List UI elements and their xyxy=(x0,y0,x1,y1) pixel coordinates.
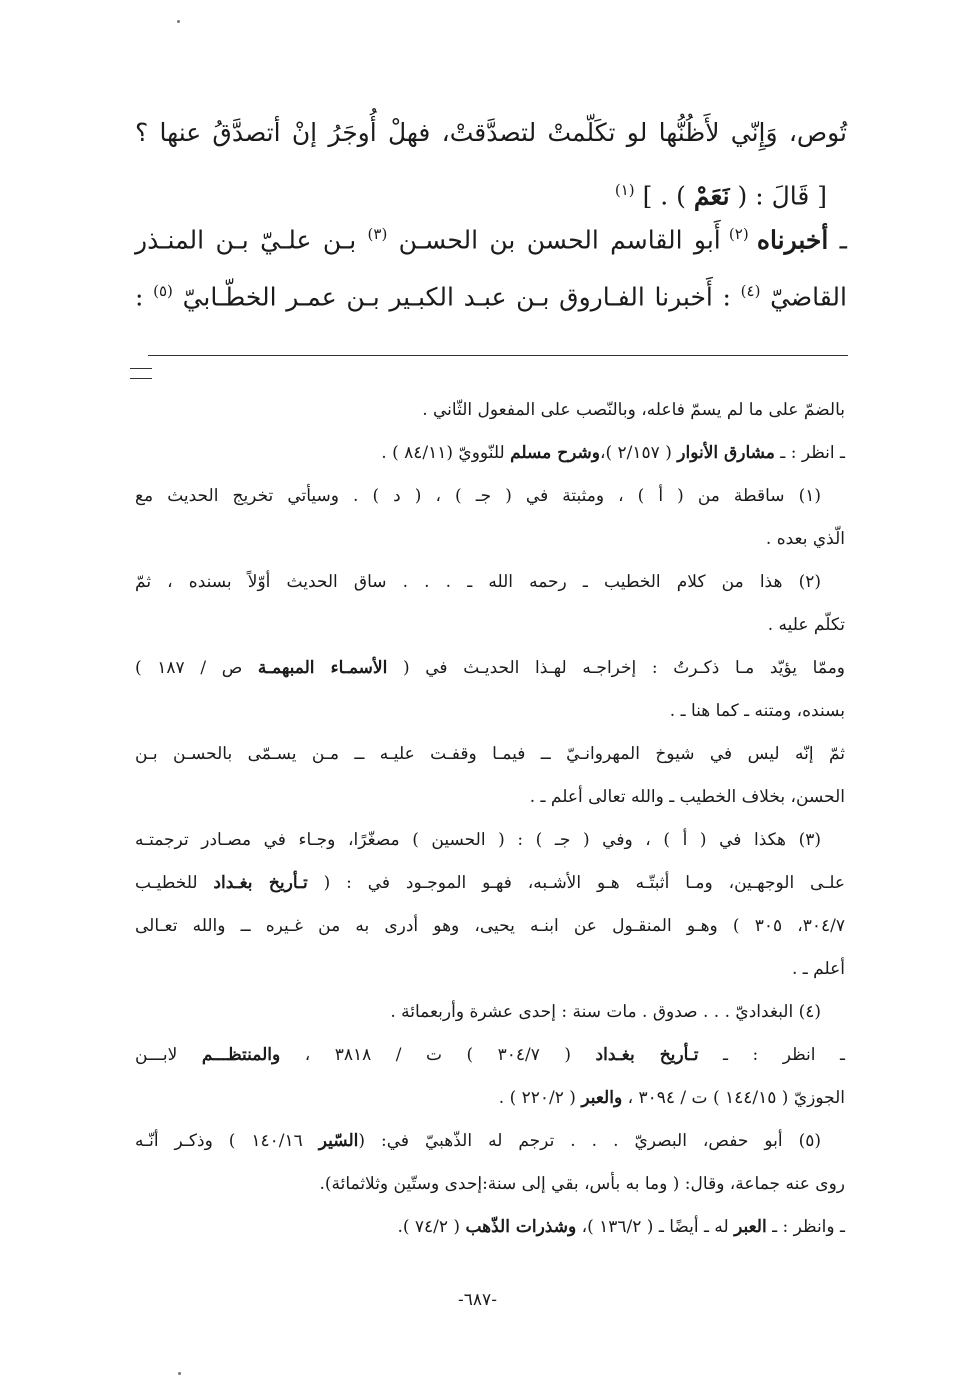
text-span: وممّا يؤيّد مـا ذكـرتُ : إخراجـه لهـذا الحديـث في ( xyxy=(387,658,846,678)
text-span: بـن علـيّ بـن المنـذر xyxy=(135,225,368,255)
footnote-line: روى عنه جماعة، وقال: ( وما به بأس، بقي إلى سنة:إحدى وستّين وثلاثمائة). xyxy=(319,1174,845,1194)
footnote-line: (١) ساقطة من ( أ ) ، ومثبتة في ( جـ ) ، ( د ) . وسيأتي تخريج الحديث مع xyxy=(135,486,821,506)
main-line xyxy=(135,175,847,211)
source-title: وشرح مسلم xyxy=(510,443,601,463)
source-title: وشذرات الذّهب xyxy=(465,1217,577,1237)
footnote-line: ثمّ إنّه ليس في شيوخ المهروانـيّ ــ فيمـا وقفـت عليـه ــ مـن يسـمّى بالحسـن بـن xyxy=(135,744,845,764)
main-line xyxy=(135,219,847,255)
main-line xyxy=(135,276,847,312)
text-span: القاضيّ xyxy=(760,282,847,312)
footnote-line: (٣) هكذا في ( أ ) ، وفي ( جـ ) : ( الحسين ) مصغّرًا، وجـاء في مصـادر ترجمتـه xyxy=(135,830,821,850)
source-title: والعبر xyxy=(581,1088,623,1108)
footnote-line: ٣٠٤/٧، ٣٠٥ ) وهـو المنقـول عن ابنـه يحيى، وهو أدرى به من غـيره ــ والله تعـالى xyxy=(135,916,845,936)
page-number: -٦٨٧- xyxy=(458,1290,497,1310)
footnote-line: الحسن، بخلاف الخطيب ـ والله تعالى أعلم ـ . xyxy=(529,787,845,807)
footnote-line: بسنده، ومتنه ـ كما هنا ـ . xyxy=(669,701,845,721)
footnote-line: الّذي بعده . xyxy=(765,529,845,549)
text-span: ) . ] xyxy=(634,181,694,211)
text-span: : xyxy=(135,282,154,312)
text-span: (٥) أبو حفص، البصريّ . . . ترجم له الذّهبيّ في: ( xyxy=(358,1131,821,1151)
footnote-line: (٤) البغداديّ . . . صدوق . مات سنة : إحدى عشرة وأربعمائة . xyxy=(390,1002,821,1022)
footnote-line xyxy=(135,1043,845,1067)
text-span: علـى الوجهـين، ومـا أثبتّـه هـو الأشـبه، فهـو الموجـود في : ( xyxy=(307,873,845,893)
source-title: تـأريخ بغـداد xyxy=(213,873,308,893)
text-span: ١٤٠/١٦ ) وذكـر أنّـه xyxy=(135,1131,319,1151)
footnotes xyxy=(135,398,845,1258)
footnote-line xyxy=(135,1129,845,1153)
text-span: للخطيـب xyxy=(135,873,214,893)
text-span: لابـــن xyxy=(135,1045,202,1065)
source-title: تـأريخ بغـداد xyxy=(595,1045,699,1065)
footnote-ref: (١) xyxy=(614,181,635,199)
text-span: ( ٧٤/٢ ). xyxy=(397,1217,466,1237)
footnote-line: تكلّم عليه . xyxy=(767,615,845,635)
footnote-ref: (٣) xyxy=(367,225,388,243)
source-title: والمنتظـــم xyxy=(201,1045,281,1065)
main-text xyxy=(135,118,847,333)
footnote-line xyxy=(135,871,845,895)
footnote-ref: (٤) xyxy=(740,282,761,300)
footnote-line: (٢) هذا من كلام الخطيب ـ رحمه الله ـ . . . ساق الحديث أوّلاً بسنده ، ثمّ xyxy=(135,572,821,592)
text-span: ـ xyxy=(828,225,847,255)
source-title: العبر xyxy=(734,1217,767,1237)
prophet-reply: نَعَمْ xyxy=(693,181,730,211)
footnote-line xyxy=(135,441,845,465)
continuation-mark xyxy=(130,368,152,379)
footnote-line xyxy=(135,656,845,680)
text-span: ( ٢/١٥٧ )، xyxy=(600,443,678,463)
text-span: [ قَالَ : ( xyxy=(729,181,827,211)
text-span: ـ انظر : ـ xyxy=(774,443,845,463)
footnote-separator xyxy=(148,355,848,356)
text-span: ( ٣٠٤/٧ ) ت / ٣٨١٨ ، xyxy=(280,1045,596,1065)
text-span: ص / ١٨٧ ) xyxy=(135,658,258,678)
footnote-ref: (٢) xyxy=(720,225,757,243)
source-title: الأسمـاء المبهمـة xyxy=(257,658,388,678)
footnote-line: أعلم ـ . xyxy=(791,959,845,979)
footnote-line: بالضمّ على ما لم يسمّ فاعله، وبالنّصب على المفعول الثّاني . xyxy=(422,400,845,420)
text-span: تُوص، وَإِنّي لأَظُنُّها لو تكَلّمتْ لتصدَّقتْ، فهلْ أُوجَرُ إنْ أتصدَّقُ عنها ؟ xyxy=(135,118,847,147)
text-span: ( ٢٢٠/٢ ) . xyxy=(498,1088,582,1108)
text-span: للنّوويّ (٨٤/١١ ) . xyxy=(381,443,511,463)
scan-speck xyxy=(177,20,180,23)
main-line xyxy=(135,118,847,148)
text-span: الجوزيّ ( ١٤٤/١٥ ) ت / ٣٠٩٤ ، xyxy=(622,1088,845,1108)
footnote-line xyxy=(135,1215,845,1239)
text-span: : أَخبرنا الفـاروق بـن عبـد الكبـير بـن عمـر الخطّـابيّ xyxy=(172,282,741,312)
text-span: له ـ أيضًا ـ ( ١٣٦/٢ )، xyxy=(576,1217,735,1237)
text-span: ـ انظر : ـ xyxy=(698,1045,845,1065)
source-title: مشارق الأنوار xyxy=(677,443,775,463)
source-title: السّير xyxy=(318,1131,359,1151)
footnote-line xyxy=(135,1086,845,1110)
footnote-ref: (٥) xyxy=(153,282,173,300)
text-span: ـ وانظر : ـ xyxy=(766,1217,845,1237)
scan-speck xyxy=(178,1372,181,1375)
keyword: أخبرناه xyxy=(756,225,829,255)
text-span: أَبو القاسم الحسن بن الحسـن xyxy=(387,225,721,255)
